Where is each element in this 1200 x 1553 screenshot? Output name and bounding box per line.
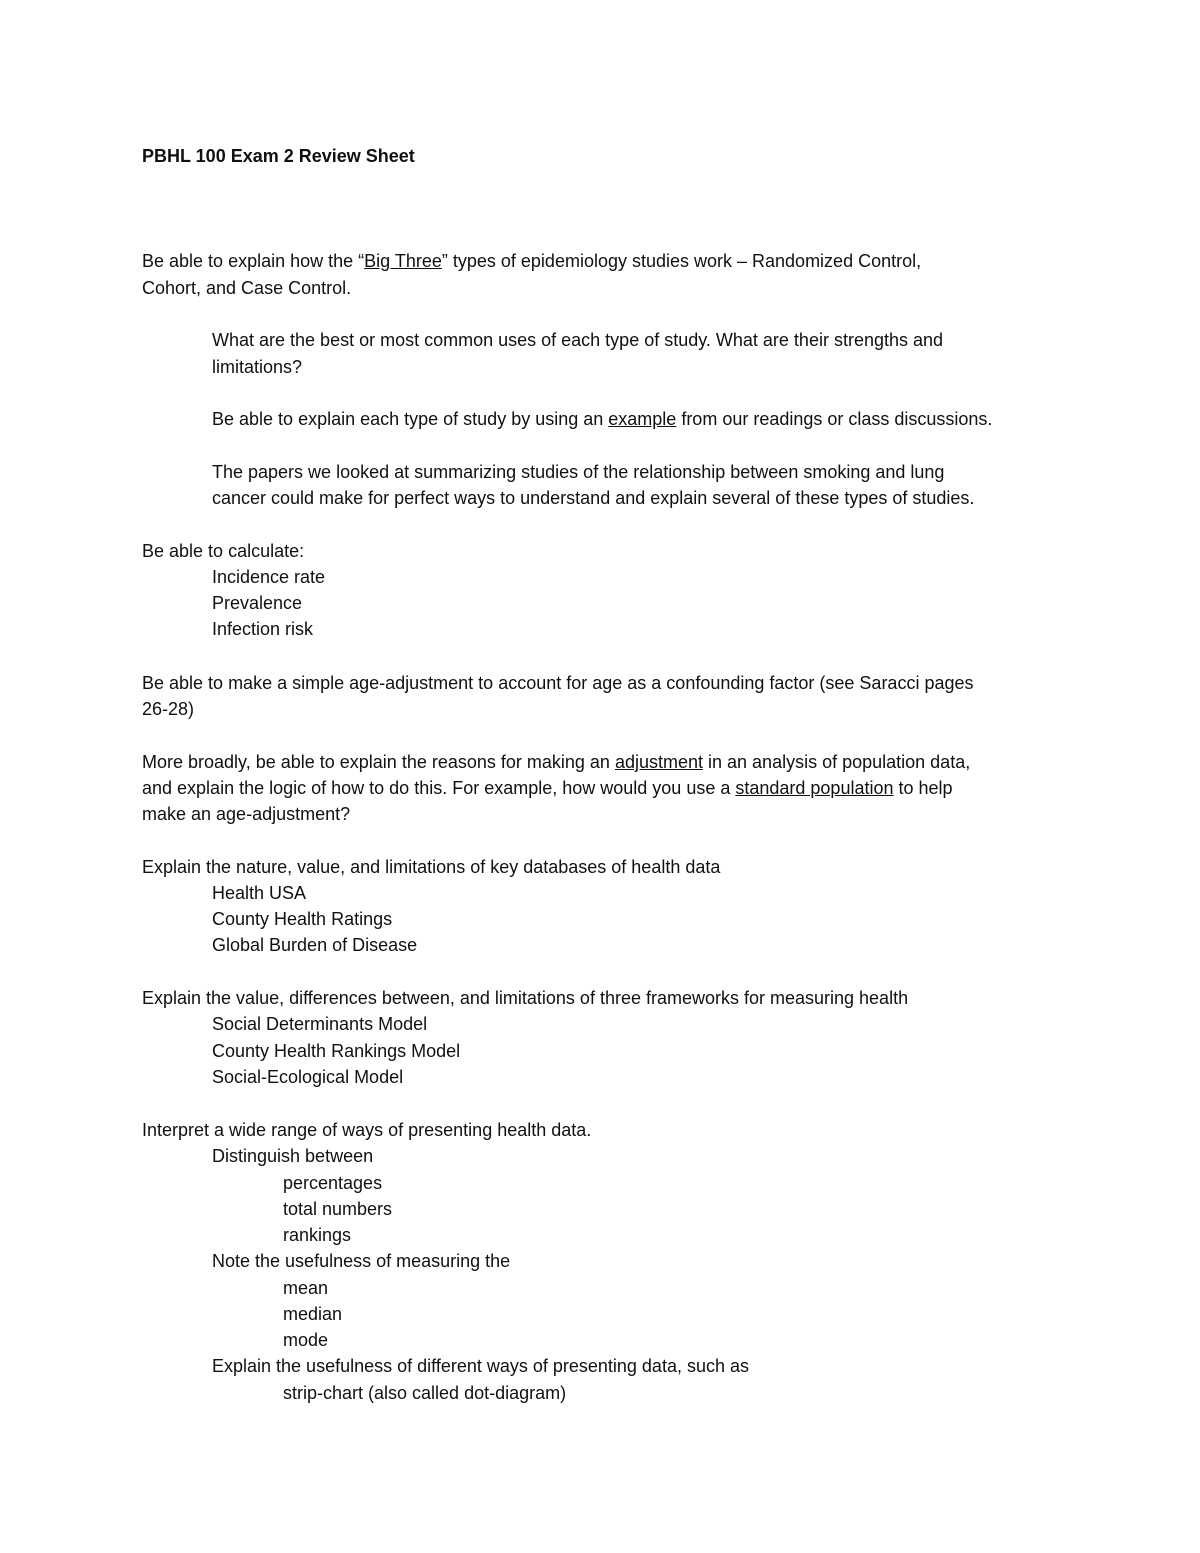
database-item: Global Burden of Disease <box>212 935 418 955</box>
example-line: Be able to explain each type of study by using an example from our readings or class discussions. <box>212 409 993 429</box>
big-three-line-1: Be able to explain how the “Big Three” types of epidemiology studies work – Randomized Control, <box>142 251 922 271</box>
databases-heading: Explain the nature, value, and limitations of key databases of health data <box>142 857 721 877</box>
note-heading: Note the usefulness of measuring the <box>212 1251 511 1271</box>
distinguish-item: rankings <box>283 1225 352 1245</box>
explain-item: strip-chart (also called dot-diagram) <box>283 1383 567 1403</box>
broadly-line-1: More broadly, be able to explain the reasons for making an adjustment in an analysis of population data, <box>142 752 971 772</box>
note-item: median <box>283 1304 343 1324</box>
big-three-underlined: Big Three <box>364 251 442 271</box>
age-adjust-line-1: Be able to make a simple age-adjustment to account for age as a confounding factor (see Saracci pages <box>142 673 974 693</box>
broadly-line-2: and explain the logic of how to do this. For example, how would you use a standard population to help <box>142 778 953 798</box>
note-item: mean <box>283 1278 329 1298</box>
note-item: mode <box>283 1330 329 1350</box>
adjustment-underlined: adjustment <box>614 752 704 772</box>
calculate-item: Infection risk <box>212 619 314 639</box>
calculate-heading: Be able to calculate: <box>142 541 305 561</box>
distinguish-heading: Distinguish between <box>212 1146 374 1166</box>
papers-line-1: The papers we looked at summarizing studies of the relationship between smoking and lung <box>212 462 945 482</box>
standard-population-underlined: standard population <box>735 778 894 798</box>
database-item: County Health Ratings <box>212 909 393 929</box>
page-title: PBHL 100 Exam 2 Review Sheet <box>142 146 415 166</box>
example-underlined: example <box>608 409 677 429</box>
database-item: Health USA <box>212 883 307 903</box>
uses-line-2: limitations? <box>212 357 303 377</box>
calculate-item: Prevalence <box>212 593 303 613</box>
framework-item: County Health Rankings Model <box>212 1041 461 1061</box>
distinguish-item: total numbers <box>283 1199 393 1219</box>
framework-item: Social Determinants Model <box>212 1014 428 1034</box>
frameworks-heading: Explain the value, differences between, and limitations of three frameworks for measuring health <box>142 988 909 1008</box>
uses-line-1: What are the best or most common uses of each type of study. What are their strengths and <box>212 330 944 350</box>
explain-heading: Explain the usefulness of different ways of presenting data, such as <box>212 1356 749 1376</box>
framework-item: Social-Ecological Model <box>212 1067 404 1087</box>
distinguish-item: percentages <box>283 1173 383 1193</box>
papers-line-2: cancer could make for perfect ways to understand and explain several of these types of studies. <box>212 488 975 508</box>
broadly-line-3: make an age-adjustment? <box>142 804 351 824</box>
age-adjust-line-2: 26-28) <box>142 699 195 719</box>
calculate-item: Incidence rate <box>212 567 326 587</box>
big-three-line-2: Cohort, and Case Control. <box>142 278 352 298</box>
interpret-heading: Interpret a wide range of ways of presenting health data. <box>142 1120 592 1140</box>
